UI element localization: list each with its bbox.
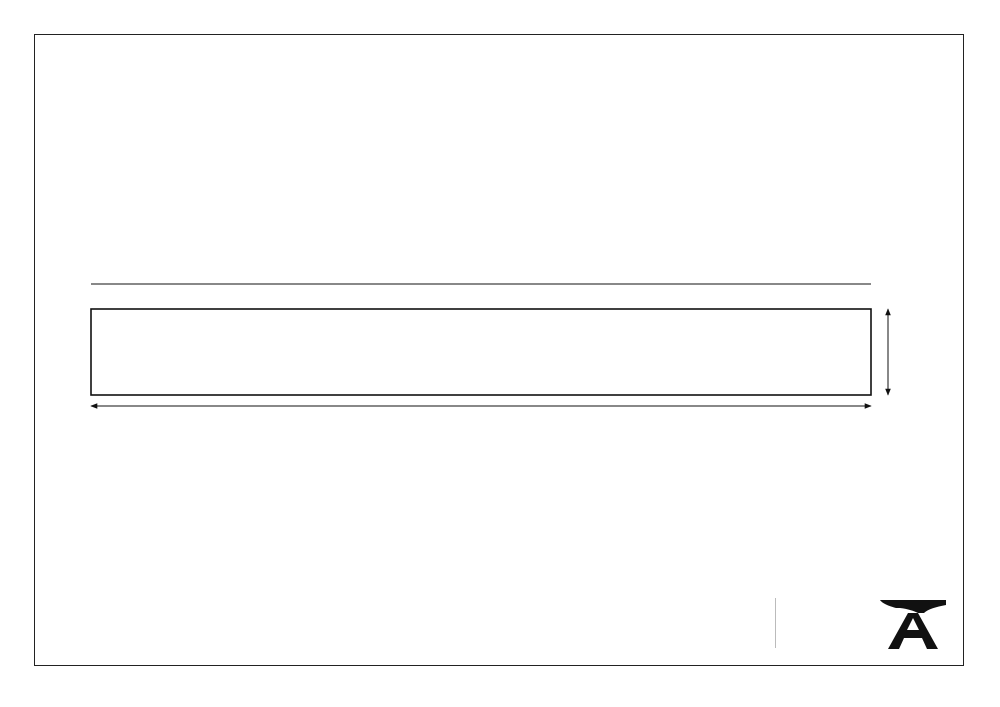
anvil-logo-icon xyxy=(878,597,948,651)
board-outline xyxy=(91,309,871,395)
brand-text xyxy=(775,598,875,648)
